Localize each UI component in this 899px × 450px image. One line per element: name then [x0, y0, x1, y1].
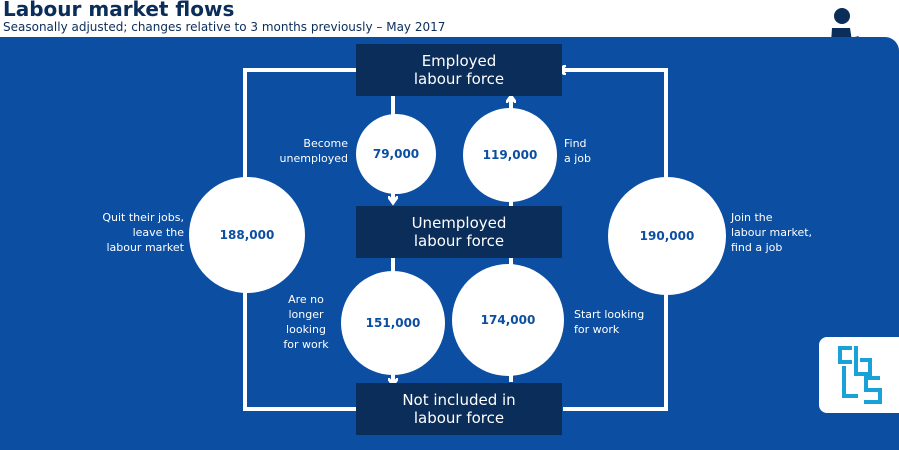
box-not-included-labour-force: Not included in labour force	[356, 383, 562, 435]
box-unemployed-labour-force: Unemployed labour force	[356, 206, 562, 258]
flow-find-job-label: Find a job	[564, 137, 592, 165]
cbs-logo	[836, 344, 884, 404]
page-subtitle: Seasonally adjusted; changes relative to 3 months previously – May 2017	[3, 20, 446, 34]
flow-join-market-label: Join the labour market, find a job	[731, 211, 813, 254]
box-employed-labour-force: Employed labour force	[356, 44, 562, 96]
page-title: Labour market flows	[3, 0, 235, 21]
flow-start-looking-label: Start looking for work	[574, 308, 645, 336]
flow-start-looking-value: 174,000	[452, 264, 564, 376]
flow-become-unemployed-label: Become unemployed	[279, 137, 348, 165]
flow-become-unemployed-value: 79,000	[356, 114, 436, 194]
flow-quit-jobs-label: Quit their jobs, leave the labour market	[102, 211, 184, 254]
flow-quit-jobs-value: 188,000	[189, 177, 305, 293]
flow-no-longer-looking-value: 151,000	[341, 271, 445, 375]
flow-join-market-value: 190,000	[608, 177, 726, 295]
flow-no-longer-looking-label: Are no longer looking for work	[283, 293, 329, 351]
flow-find-job-value: 119,000	[463, 108, 557, 202]
